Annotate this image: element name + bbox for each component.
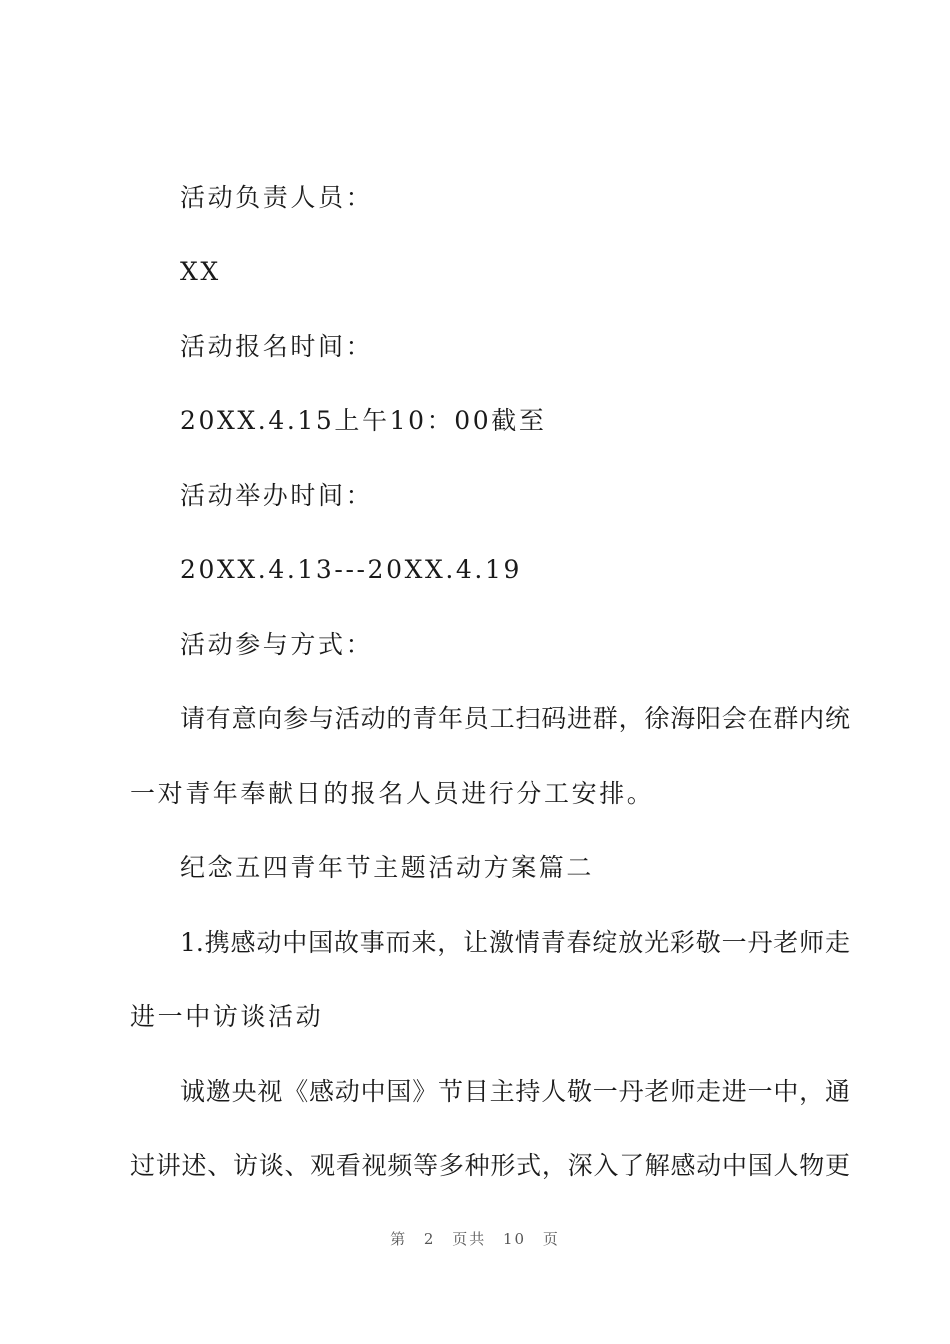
- field-value-event-time: 20XX.4.13---20XX.4.19: [180, 555, 522, 584]
- paragraph-item-1-line-1: 1.携感动中国故事而来，让激情青春绽放光彩敬一丹老师走: [180, 928, 850, 957]
- page-number-footer: 第 2 页共 10 页: [390, 1230, 560, 1248]
- paragraph-participation-line-1: 请有意向参与活动的青年员工扫码进群，徐海阳会在群内统: [180, 704, 850, 733]
- field-value-registration-time: 20XX.4.15上午10：00截至: [180, 406, 547, 435]
- paragraph-body-line-2: 过讲述、访谈、观看视频等多种形式，深入了解感动中国人物更: [130, 1151, 850, 1180]
- paragraph-item-1-line-2: 进一中访谈活动: [130, 1002, 324, 1031]
- field-label-registration-time: 活动报名时间：: [180, 332, 374, 361]
- paragraph-participation-line-2: 一对青年奉献日的报名人员进行分工安排。: [130, 779, 655, 808]
- section-heading: 纪念五四青年节主题活动方案篇二: [180, 853, 595, 882]
- field-label-event-time: 活动举办时间：: [180, 481, 374, 510]
- field-label-participation: 活动参与方式：: [180, 630, 374, 659]
- field-value-responsible: XX: [180, 257, 221, 286]
- field-label-responsible: 活动负责人员：: [180, 183, 374, 212]
- paragraph-body-line-1: 诚邀央视《感动中国》节目主持人敬一丹老师走进一中，通: [180, 1077, 850, 1106]
